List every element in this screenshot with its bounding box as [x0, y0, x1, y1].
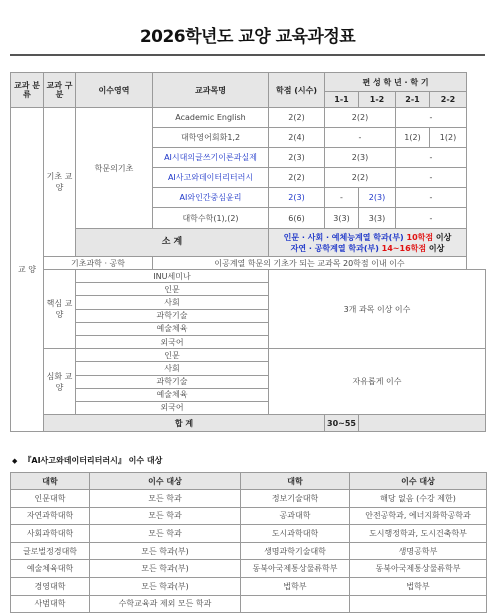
target-row	[11, 490, 487, 508]
target-header: 대학	[241, 473, 350, 490]
course-semester: 3(3)	[359, 208, 396, 229]
course-semester: -	[396, 208, 467, 229]
basic-science-note: 이공계열 학문의 기초가 되는 교과목 20학점 이내 이수	[153, 257, 467, 270]
target-cell: 안전공학과, 에너지화학공학과	[350, 507, 487, 525]
header-semester: 1-1	[325, 92, 359, 108]
course-semester: -	[325, 188, 359, 208]
target-cell: 동북아국제통상물류학부	[350, 560, 487, 578]
core-note: 3개 과목 이상 이수	[269, 270, 486, 349]
title-divider	[10, 54, 485, 56]
target-header: 이수 대상	[350, 473, 487, 490]
target-cell: 사회과학대학	[11, 525, 90, 543]
course-credit: 2(2)	[269, 168, 325, 188]
target-cell: 예술체육대학	[11, 560, 90, 578]
category-core: 핵심 교양	[44, 270, 76, 349]
area-deep: 사회	[76, 362, 269, 375]
header-semester: 1-2	[359, 92, 396, 108]
course-semester: -	[396, 148, 467, 168]
target-cell	[241, 595, 350, 613]
total-label: 합 계	[44, 415, 325, 432]
area-basic-science: 기초과학 · 공학	[44, 257, 153, 270]
total-empty	[359, 415, 486, 432]
course-credit: 6(6)	[269, 208, 325, 229]
area-deep: 인문	[76, 349, 269, 362]
header-semester: 2-2	[430, 92, 467, 108]
curriculum-table	[10, 72, 486, 432]
course-name: 대학영어회화1,2	[153, 128, 269, 148]
target-cell: 사범대학	[11, 595, 90, 613]
area-basic: 학문의기초	[76, 108, 153, 229]
division-cell: 교 양	[11, 108, 44, 432]
subtotal-line-science: 자연 · 공학계열 학과(부) 14~16학점 이상	[290, 243, 445, 253]
course-credit: 2(4)	[269, 128, 325, 148]
course-credit: 2(3)	[269, 148, 325, 168]
header-area: 이수영역	[76, 73, 153, 108]
diamond-bullet-icon: ◆	[12, 457, 18, 465]
course-semester: 2(2)	[325, 168, 396, 188]
target-header: 이수 대상	[90, 473, 241, 490]
area-deep: 외국어	[76, 401, 269, 414]
target-cell: 생명공학부	[350, 542, 487, 560]
target-cell: 글로벌정경대학	[11, 542, 90, 560]
deep-note: 자유롭게 이수	[269, 349, 486, 415]
area-core: 사회	[76, 296, 269, 309]
area-core: 과학기술	[76, 309, 269, 322]
target-cell	[350, 595, 487, 613]
section-heading: ◆ 『AI사고와데이터리터러시』 이수 대상	[12, 456, 163, 465]
subtotal-requirement	[269, 229, 467, 257]
course-semester: 1(2)	[396, 128, 430, 148]
total-value: 30~55	[325, 415, 359, 432]
target-cell: 인문대학	[11, 490, 90, 508]
target-cell: 모든 학과(부)	[90, 560, 241, 578]
target-row	[11, 542, 487, 560]
target-cell: 자연과학대학	[11, 507, 90, 525]
area-core: 예술체육	[76, 322, 269, 335]
category-basic: 기초 교양	[44, 108, 76, 257]
header-credit: 학점 (시수)	[269, 73, 325, 108]
area-deep: 과학기술	[76, 375, 269, 388]
header-category: 교과 구분	[44, 73, 76, 108]
target-cell: 모든 학과(부)	[90, 577, 241, 595]
target-row	[11, 560, 487, 578]
target-header: 대학	[11, 473, 90, 490]
target-cell: 경영대학	[11, 577, 90, 595]
area-core: INU세미나	[76, 270, 269, 283]
course-semester: 2(3)	[325, 148, 396, 168]
target-cell: 해당 없음 (수강 제한)	[350, 490, 487, 508]
target-cell: 공과대학	[241, 507, 350, 525]
target-cell: 도시과학대학	[241, 525, 350, 543]
course-semester: 2(2)	[325, 108, 396, 128]
course-semester: -	[396, 108, 467, 128]
course-semester: 1(2)	[430, 128, 467, 148]
course-credit: 2(3)	[269, 188, 325, 208]
target-cell: 모든 학과	[90, 490, 241, 508]
course-semester: -	[396, 168, 467, 188]
course-name: AI시대의글쓰기이론과실제	[153, 148, 269, 168]
header-semester: 2-1	[396, 92, 430, 108]
subtotal-label: 소 계	[76, 229, 269, 257]
target-row	[11, 507, 487, 525]
target-cell: 모든 학과(부)	[90, 542, 241, 560]
course-name: AI사고와데이터리터러시	[153, 168, 269, 188]
target-cell: 수학교육과 제외 모든 학과	[90, 595, 241, 613]
page-title: 2026학년도 교양 교육과정표	[139, 27, 356, 47]
header-subject: 교과목명	[153, 73, 269, 108]
area-core: 외국어	[76, 335, 269, 348]
target-row	[11, 595, 487, 613]
course-semester: 3(3)	[325, 208, 359, 229]
course-semester: -	[396, 188, 467, 208]
target-cell: 생명과학기술대학	[241, 542, 350, 560]
target-table	[10, 472, 487, 613]
course-semester: -	[325, 128, 396, 148]
category-deep: 심화 교양	[44, 349, 76, 415]
header-division: 교과 분류	[11, 73, 44, 108]
area-deep: 예술체육	[76, 388, 269, 401]
course-name: 대학수학(1),(2)	[153, 208, 269, 229]
course-credit: 2(2)	[269, 108, 325, 128]
course-name: AI와인간중심윤리	[153, 188, 269, 208]
target-cell: 도시행정학과, 도시건축학부	[350, 525, 487, 543]
target-row	[11, 525, 487, 543]
header-schedule: 편 성 학 년 · 학 기	[325, 73, 467, 92]
subtotal-line-humanities: 인문 · 사회 · 예체능계열 학과(부) 10학점 이상	[283, 232, 452, 242]
target-cell: 법학부	[241, 577, 350, 595]
area-core: 인문	[76, 283, 269, 296]
target-cell: 정보기술대학	[241, 490, 350, 508]
course-semester: 2(3)	[359, 188, 396, 208]
target-cell: 모든 학과	[90, 507, 241, 525]
target-cell: 동북아국제통상물류학부	[241, 560, 350, 578]
course-name: Academic English	[153, 108, 269, 128]
target-row	[11, 577, 487, 595]
target-cell: 모든 학과	[90, 525, 241, 543]
target-cell: 법학부	[350, 577, 487, 595]
